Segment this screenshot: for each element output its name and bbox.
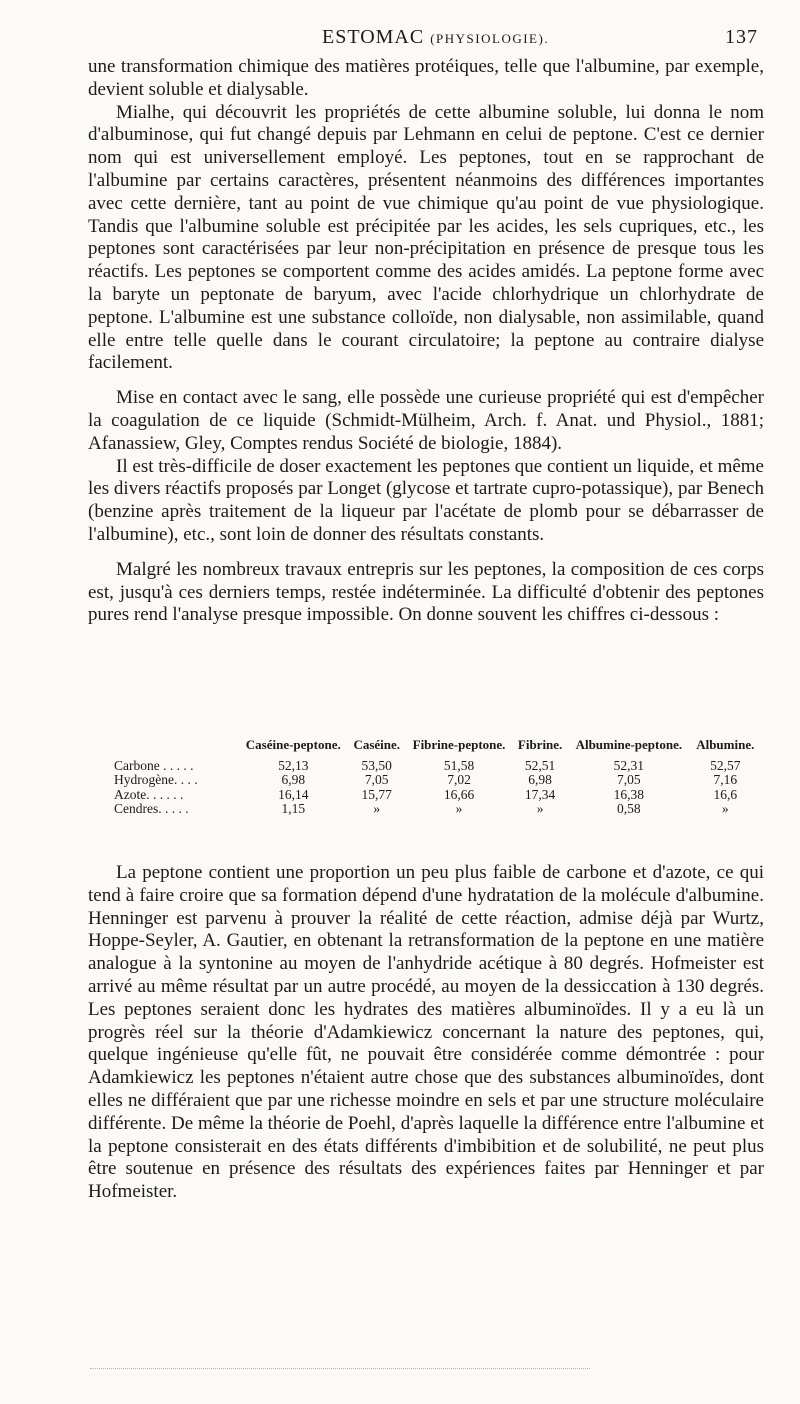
table-header-cell: Fibrine. [517,737,563,752]
table-cell: » [721,801,729,816]
table-header-row [112,738,760,759]
table-header-cell: Albumine. [696,737,755,752]
paragraph: une transformation chimique des matières protéiques, telle que l'albumine, par exemple, devient soluble et dialysable. [88,56,764,100]
table-header-cell: Caséine-peptone. [245,737,341,752]
paragraph: Mialhe, qui découvrit les propriétés de cette albumine soluble, lui donna le nom d'albuminose, qui fut changé depuis par Lehmann en celui de peptone. C'est ce dernier nom qui est universellement employé. Les peptones, tout en se rapprochant de l'albumine par certains caractères, présentent néanmoins des différences importantes avec cette dernière, tant au point de vue chimique qu'au point de vue physiologique. Tandis que l'albumine soluble est précipitée par les acides, les sels cupriques, etc., les peptones sont caractérisées par leur non-précipitation en présence de presque tous les réactifs. Les peptones se comportent comme des acides amidés. La peptone forme avec la baryte un peptonate de baryum, avec l'acide chlorhydrique un chlorhydrate de peptone. L'albumine est une substance colloïde, non dialysable, non assimilable, quand elle entre telle quelle dans le courant circulatoire; la peptone au contraire dialyse facilement. [88,101,764,374]
running-subtitle: (PHYSIOLOGIE). [430,31,550,46]
table-cell: 16,38 [613,786,645,802]
table-cell: » [373,801,381,816]
table-row [112,788,760,803]
table-header-cell [112,738,238,759]
table-row [112,759,760,774]
table-cell: » [536,801,544,816]
table-cell: 53,50 [361,757,392,773]
table-cell: 51,58 [443,757,475,773]
body-text-bottom [88,862,764,1204]
table-row-label: Carbone . . . . . [114,757,194,773]
page-number: 137 [725,26,758,48]
page-header [90,26,764,50]
table-row [112,773,760,788]
running-title: ESTOMAC [322,26,425,48]
table-cell: 16,6 [713,786,738,802]
table-row-label: Azote. . . . . . [114,786,184,802]
table-cell: 52,51 [524,757,556,773]
table-cell: 7,05 [364,772,389,787]
table-header-cell: Fibrine-peptone. [412,737,506,752]
table-cell: 52,57 [710,757,741,773]
table-cell: 6,98 [528,772,552,787]
table-cell: 7,02 [447,772,471,787]
paragraph: La peptone contient une proportion un peu plus faible de carbone et d'azote, ce qui tend à faire croire que sa formation dépend d'une hydratation de la molécule d'albumine. Henninger est parvenu à prouver la réalité de cette réaction, admise déjà par Wurtz, Hoppe-Seyler, A. Gautier, en obtenant la retransformation de la peptone en une matière analogue à la syntonine au moyen de l'anhydride acétique à 80 degrés. Hofmeister est arrivé au même résultat par un autre procédé, au moyen de la dessiccation à 130 degrés. Les peptones seraient donc les hydrates des matières albuminoïdes. Il y a eu là un progrès réel sur la théorie d'Adamkiewicz concernant la nature des peptones, qui, quelque ingénieuse qu'elle fût, ne pouvait être considérée comme démontrée : pour Adamkiewicz les peptones n'étaient autre chose que des substances albuminoïdes, dont elles ne différaient que par une richesse moindre en sels et par une structure moléculaire différente. De même la théorie de Poehl, d'après laquelle la différence entre l'albumine et la peptone consisterait en des états différents d'imbibition et de solubilité, ne peut plus être soutenue en présence des résultats des expériences faites par Henninger et par Hofmeister. [88,862,764,1203]
table-cell: » [455,801,463,816]
table-row [112,802,760,817]
table-cell: 1,15 [281,801,306,816]
table-row-label: Hydrogène. . . . [114,772,198,787]
table-cell: 15,77 [361,786,392,802]
table-header-cell: Caséine. [353,737,401,752]
table-header-cell: Albumine-peptone. [575,737,683,752]
paragraph: Mise en contact avec le sang, elle possède une curieuse propriété qui est d'empêcher la coagulation de ce liquide (Schmidt-Mülheim, Arch. f. Anat. und Physiol., 1881; Afanassiew, Gley, Comptes rendus Société de biologie, 1884). [88,387,764,454]
table-cell: 7,16 [713,772,738,787]
paragraph: Il est très-difficile de doser exactement les peptones que contient un liquide, et même les divers réactifs proposés par Longet (glycose et tartrate cupro-potassique), par Benech (benzine après traitement de la liqueur par l'acétate de plomb pour se débarrasser de l'albumine), etc., sont loin de donner des résultats constants. [88,455,764,545]
table-cell: 7,05 [617,772,641,787]
table-cell: 16,66 [443,786,475,802]
table-cell: 16,14 [278,786,309,802]
table-cell: 52,13 [278,757,309,773]
body-text-top [88,56,764,627]
table-cell: 17,34 [524,786,556,802]
table-cell: 6,98 [281,772,306,787]
table-cell: 0,58 [617,801,641,816]
footer-rule [90,1368,590,1369]
running-head [322,26,549,49]
table-row-label: Cendres. . . . . [114,801,189,816]
table-cell: 52,31 [613,757,645,773]
composition-table [112,738,760,817]
paragraph: Malgré les nombreux travaux entrepris sur les peptones, la composition de ces corps est, jusqu'à ces derniers temps, restée indéterminée. La difficulté d'obtenir des peptones pures rend l'analyse presque impossible. On donne souvent les chiffres ci-dessous : [88,558,764,626]
